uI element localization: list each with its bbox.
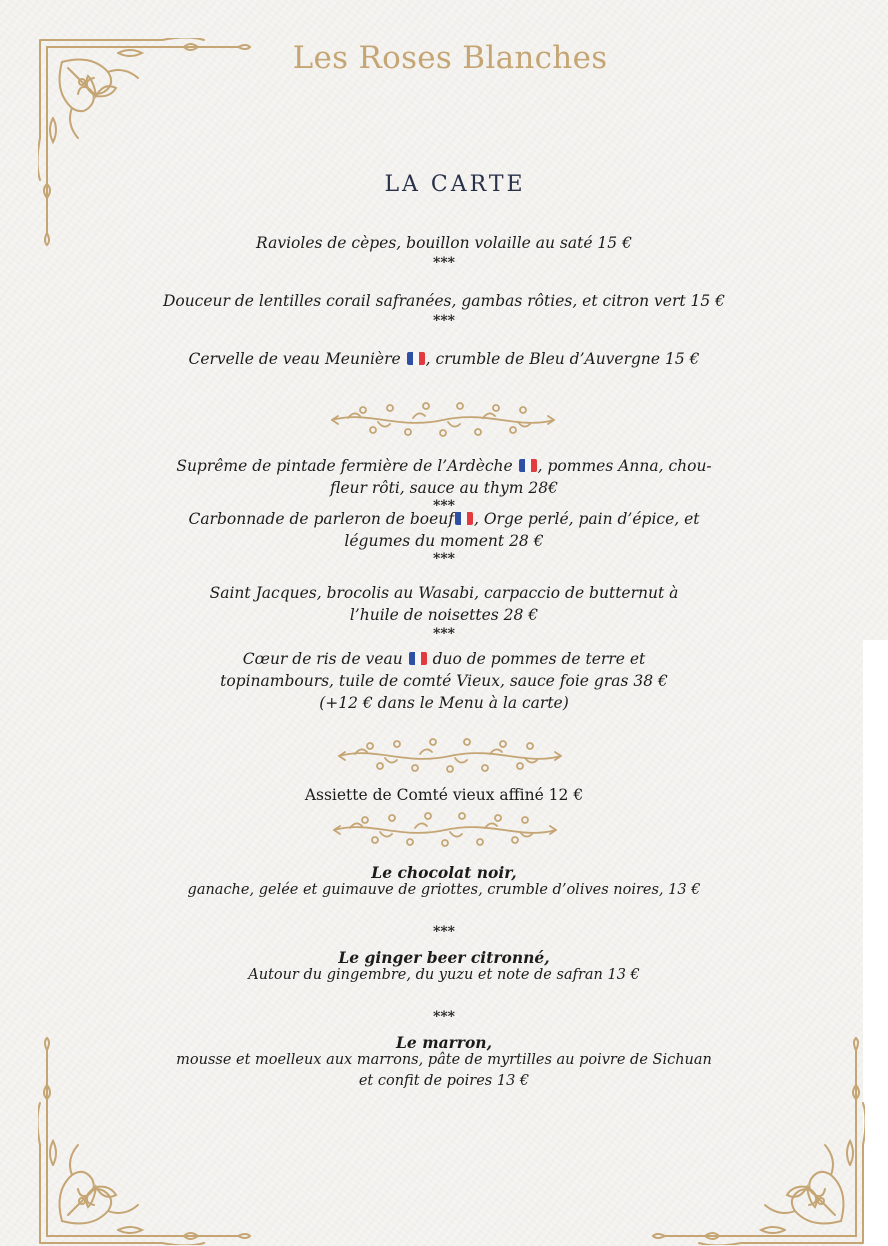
dessert-2-name: Le ginger beer citronné, [338,948,550,967]
main-2-line-1 [0,510,888,528]
main-2-line-2: légumes du moment 28 € [344,532,544,550]
french-flag-icon [455,512,473,525]
floral-divider-2 [335,738,565,774]
paper-edge [863,640,888,1246]
starter-3-rest: , crumble de Bleu d’Auvergne 15 € [425,350,700,368]
dessert-3-description-2: et confit de poires 13 € [358,1073,530,1089]
starter-2: Douceur de lentilles corail safranées, gambas rôties, et citron vert 15 € [162,292,726,310]
main-1-rest: , pommes Anna, chou- [537,457,712,475]
main-1-line-1 [0,457,888,475]
separator: *** [433,626,455,642]
separator: *** [433,1009,455,1025]
separator: *** [433,313,455,329]
separator: *** [433,551,455,567]
french-flag-icon [409,652,427,665]
french-flag-icon [407,352,425,365]
main-3-line-2: l’huile de noisettes 28 € [349,606,539,624]
dessert-3-name: Le marron, [396,1033,492,1052]
dessert-1-name: Le chocolat noir, [371,863,517,882]
separator: *** [433,255,455,271]
main-2-rest: , Orge perlé, pain d’épice, et [474,510,700,528]
main-1-line-2: fleur rôti, sauce au thym 28€ [330,479,558,497]
main-3-line-1: Saint Jacques, brocolis au Wasabi, carpaccio de butternut à [209,584,679,602]
starter-1: Ravioles de cèpes, bouillon volaille au saté 15 € [256,234,632,252]
dessert-2-description: Autour du gingembre, du yuzu et note de safran 13 € [248,967,640,983]
floral-divider-1 [328,402,558,438]
main-1-name: Suprême de pintade fermière de l’Ardèche [176,457,518,475]
main-4-line-2: topinambours, tuile de comté Vieux, sauce foie gras 38 € [220,672,668,690]
menu-title: LA CARTE [384,172,526,197]
dessert-1-description: ganache, gelée et guimauve de griottes, crumble d’olives noires, 13 € [187,882,701,898]
restaurant-name: Les Roses Blanches [292,40,608,76]
main-4-name: Cœur de ris de veau [242,650,408,668]
separator: *** [433,498,455,514]
main-4-line-3: (+12 € dans le Menu à la carte) [319,694,569,712]
starter-3-name: Cervelle de veau Meunière [188,350,406,368]
starter-3 [0,350,888,368]
main-4-line-1 [0,650,888,668]
main-4-rest: duo de pommes de terre et [427,650,646,668]
main-2-name: Carbonnade de parleron de boeuf [188,510,454,528]
separator: *** [433,924,455,940]
floral-divider-3 [330,812,560,848]
cheese-item: Assiette de Comté vieux affiné 12 € [304,786,584,804]
french-flag-icon [519,459,537,472]
dessert-3-description-1: mousse et moelleux aux marrons, pâte de myrtilles au poivre de Sichuan [176,1052,712,1068]
